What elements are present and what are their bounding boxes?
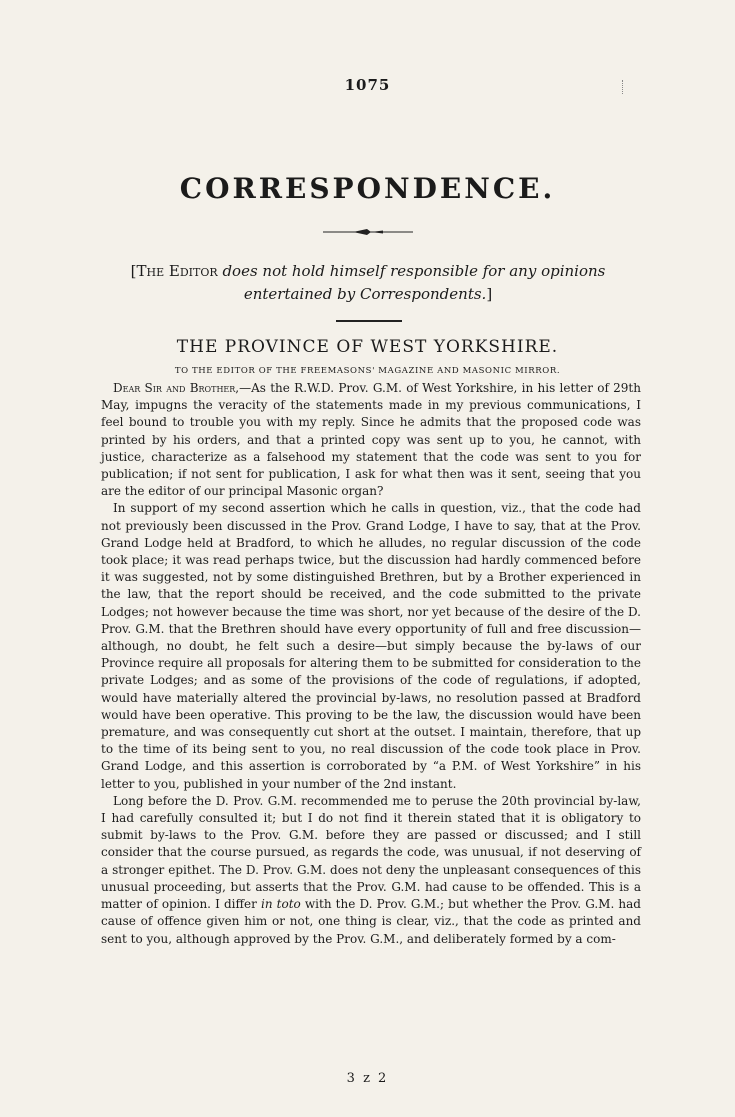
paragraph-text: with the D. Prov. G.M.; but whether the Prov. G.M. had cause of offence given him or not, one thing is clear, viz., that the code as printed and sent to you, although approved by the Prov. G.M., and deliberately formed by a com- <box>101 897 641 946</box>
paragraph: In support of my second assertion which he calls in question, viz., that the code had not previously been discussed in the Prov. Grand Lodge, I have to say, that at the Prov. Grand Lodge held at Bradford, to which he alludes, no regular discussion of the code took place; it was read perhaps twice, but the discussion had hardly commenced before it was suggested, not by some distinguished Brethren, but by a Brother experienced in the law, that the report should be received, and the code submitted to the private Lodges; not however because the time was short, nor yet because of the desire of the D. Prov. G.M. that the Brethren should have every opportunity of full and free discussion—although, no doubt, he felt such a desire—but simply because the by-laws of our Province require all proposals for altering them to be submitted for consideration to the private Lodges; and as some of the provisions of the code of regulations, if adopted, would have materially altered the provincial by-laws, no resolution passed at Bradford would have been operative. This proving to be the law, the discussion would have been premature, and was consequently cut short at the outset. I maintain, therefore, that up to the time of its being sent to you, no real discussion of the code took place in Prov. Grand Lodge, and this assertion is corroborated by “a P.M. of West Yorkshire” in his letter to you, published in your number of the 2nd instant. <box>101 501 641 791</box>
in-toto-phrase: in toto <box>261 897 301 912</box>
letter-body <box>101 380 641 948</box>
margin-mark <box>622 80 625 94</box>
editor-disclaimer <box>118 260 618 306</box>
signature-mark: 3 z 2 <box>346 1071 389 1086</box>
article-addressee: TO THE EDITOR OF THE FREEMASONS' MAGAZINE AND MASONIC MIRROR. <box>174 366 561 376</box>
section-title: CORRESPONDENCE. <box>179 172 556 205</box>
page-number: 1075 <box>344 76 391 94</box>
divider-ornament-icon <box>323 227 413 237</box>
article-heading: THE PROVINCE OF WEST YORKSHIRE. <box>176 337 559 357</box>
heading-rule <box>336 320 402 322</box>
disclaimer-statement: does not hold himself responsible for any opinions entertained by Correspondents. <box>222 262 606 303</box>
paragraph-text: —As the R.W.D. Prov. G.M. of West Yorkshire, in his letter of 29th May, impugns the veracity of the statements made in my previous communications, I feel bound to trouble you with my reply. Since he admits that the proposed code was printed by his orders, and that a printed copy was sent up to you, he cannot, with justice, characterize as a falsehood my statement that the code was sent to you for publication; if not sent for publication, I ask for what then was it sent, seeing that you are the editor of our principal Masonic organ? <box>101 381 641 499</box>
paragraph <box>101 380 641 500</box>
salutation: Dear Sir and Brother, <box>113 381 240 395</box>
paragraph <box>101 793 641 948</box>
bracket-close: ] <box>486 285 493 303</box>
bracket-open: [ <box>130 262 137 280</box>
paragraph-text: Long before the D. Prov. G.M. recommended me to peruse the 20th provincial by-law, I had carefully consulted it; but I do not find it therein stated that it is obligatory to submit by-laws to the Prov. G.M. before they are passed or discussed; and I still consider that the course pursued, as regards the code, was unusual, if not deserving of a stronger epithet. The D. Prov. G.M. does not deny the unpleasant consequences of this unusual proceeding, but asserts that the Prov. G.M. had cause to be offended. This is a matter of opinion. I differ <box>101 793 641 912</box>
editor-label: The Editor <box>136 262 218 280</box>
